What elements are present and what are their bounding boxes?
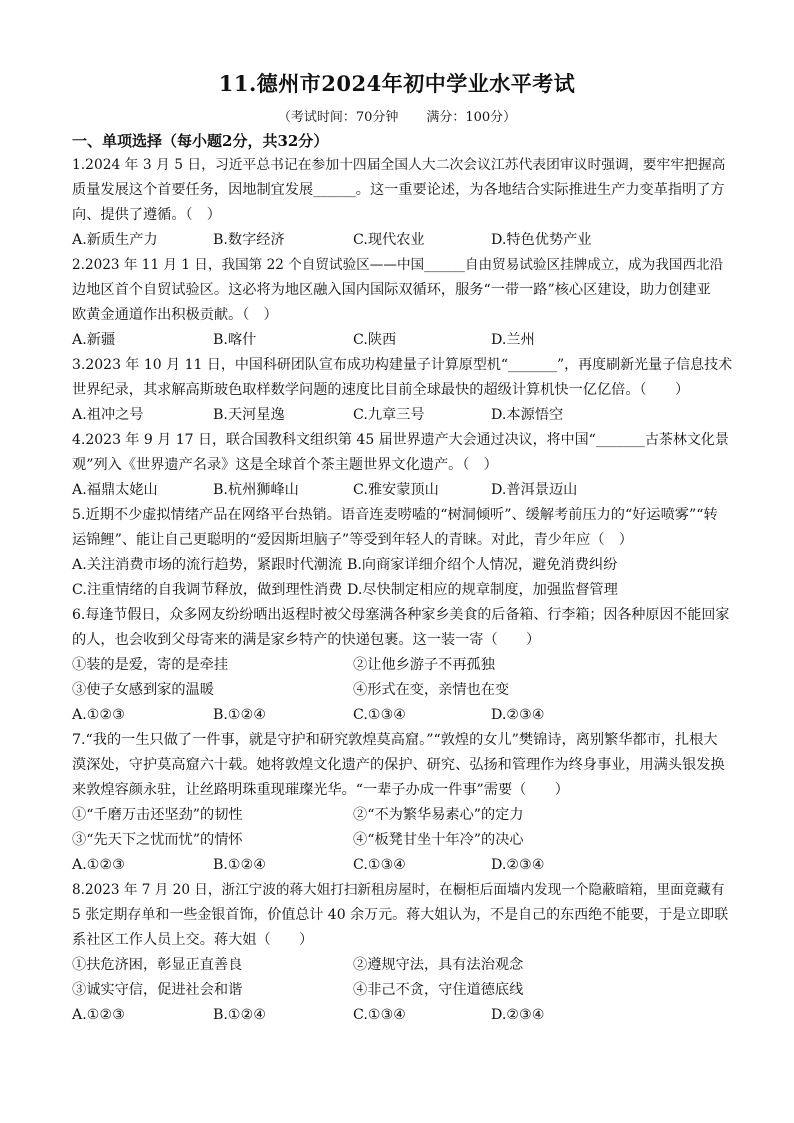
option-d: D.②③④ xyxy=(491,857,545,873)
option-d: D.②③④ xyxy=(491,707,545,723)
question-1-line-2: 质量发展这个首要任务，因地制宜发展______。这一重要论述，为各地结合实际推进生产力变革指明了方 xyxy=(72,182,725,198)
question-8-line-3: 系社区工作人员上交。蒋大姐（ ） xyxy=(72,932,314,948)
question-2-line-2: 边地区首个自贸试验区。这必将为地区融入国内国际双循环，服务“一带一路”核心区建设，助力创建亚 xyxy=(72,282,711,298)
option-a: A.新疆 xyxy=(72,332,116,348)
item-3: ③诚实守信，促进社会和谐 xyxy=(72,982,243,998)
option-d: D.本源悟空 xyxy=(491,407,564,423)
question-4-line-1: 4.2023 年 9 月 17 日，联合国教科文组织第 45 届世界遗产大会通过决议，将中国“_______古茶林文化景 xyxy=(72,432,729,448)
option-a: A.关注消费市场的流行趋势，紧跟时代潮流 xyxy=(72,557,343,573)
item-2: ②让他乡游子不再孤独 xyxy=(353,657,495,673)
exam-subtitle xyxy=(0,106,794,125)
exam-score: 满分：100分） xyxy=(426,110,517,125)
option-c: C.现代农业 xyxy=(353,232,425,248)
option-b: B.①②④ xyxy=(213,857,267,873)
question-7-line-1: 7.“我的一生只做了一件事，就是守护和研究敦煌莫高窟。”“敦煌的女儿”樊锦诗，离别繁华都市，扎根大 xyxy=(72,732,718,748)
question-3-line-1: 3.2023 年 10 月 11 日，中国科研团队宣布成功构建量子计算原型机“_______”，再度刷新光量子信息技术 xyxy=(72,357,733,373)
option-a: A.新质生产力 xyxy=(72,232,158,248)
item-4: ④非己不贪，守住道德底线 xyxy=(353,982,524,998)
option-a: A.①②③ xyxy=(72,857,125,873)
item-4: ④形式在变，亲情也在变 xyxy=(353,682,510,698)
item-1: ①扶危济困，彰显正直善良 xyxy=(72,957,243,973)
option-c: C.①③④ xyxy=(353,857,407,873)
option-b: B.喀什 xyxy=(213,332,257,348)
option-b: B.数字经济 xyxy=(213,232,285,248)
option-d: D.普洱景迈山 xyxy=(491,482,578,498)
item-1: ①装的是爱，寄的是牵挂 xyxy=(72,657,229,673)
question-5-line-2: 运锦鲤”、能让自己更聪明的“爱因斯坦脑子”等受到年轻人的青睐。对此，青少年应（ ） xyxy=(72,532,633,548)
option-c: C.①③④ xyxy=(353,707,407,723)
item-2: ②遵规守法，具有法治观念 xyxy=(353,957,524,973)
option-d: D.尽快制定相应的规章制度，加强监督管理 xyxy=(347,582,618,598)
question-1-line-3: 向、提供了遵循。（ ） xyxy=(72,207,221,223)
option-c: C.①③④ xyxy=(353,1007,407,1023)
option-a: A.祖冲之号 xyxy=(72,407,144,423)
option-b: B.向商家详细介绍个人情况，避免消费纠纷 xyxy=(347,557,618,573)
section-title: 一、单项选择（每小题2分，共32分） xyxy=(72,132,329,150)
option-b: B.①②④ xyxy=(213,707,267,723)
option-b: B.①②④ xyxy=(213,1007,267,1023)
item-1: ①“千磨万击还坚劲”的韧性 xyxy=(72,807,243,823)
question-7-line-2: 漠深处，守护莫高窟六十载。她将敦煌文化遗产的保护、研究、弘扬和管理作为终身事业，用满头银发换 xyxy=(72,757,725,773)
option-d: D.特色优势产业 xyxy=(491,232,592,248)
option-a: A.福鼎太姥山 xyxy=(72,482,158,498)
option-c: C.九章三号 xyxy=(353,407,425,423)
option-b: B.天河星逸 xyxy=(213,407,285,423)
item-2: ②“不为繁华易素心”的定力 xyxy=(353,807,524,823)
question-6-line-1: 6.每逢节假日，众多网友纷纷晒出返程时被父母塞满各种家乡美食的后备箱、行李箱；因各种原因不能回家 xyxy=(72,607,730,623)
question-4-line-2: 观”列入《世界遗产名录》这是全球首个茶主题世界文化遗产。（ ） xyxy=(72,457,498,473)
question-2-line-3: 欧黄金通道作出积极贡献。（ ） xyxy=(72,307,278,323)
item-3: ③使子女感到家的温暖 xyxy=(72,682,214,698)
exam-time: （考试时间：70分钟 xyxy=(277,110,399,125)
question-8-line-2: 5 张定期存单和一些金银首饰，价值总计 40 余万元。蒋大姐认为，不是自己的东西绝不能要，于是立即联 xyxy=(72,907,729,923)
option-d: D.②③④ xyxy=(491,1007,545,1023)
question-3-line-2: 世界纪录，其求解高斯玻色取样数学问题的速度比目前全球最快的超级计算机快一亿亿倍。（ ） xyxy=(72,382,690,398)
question-6-line-2: 的人，也会收到父母寄来的满是家乡特产的快递包裹。这一装一寄（ ） xyxy=(72,632,541,648)
option-d: D.兰州 xyxy=(491,332,535,348)
exam-title: 11.德州市2024年初中学业水平考试 xyxy=(218,71,576,96)
question-7-line-3: 来敦煌容颜永驻，让丝路明珠重现璀璨光华。“一辈子办成一件事”需要（ ） xyxy=(72,782,569,798)
option-c: C.雅安蒙顶山 xyxy=(353,482,439,498)
item-3: ③“先天下之忧而忧”的情怀 xyxy=(72,832,243,848)
question-1-line-1: 1.2024 年 3 月 5 日，习近平总书记在参加十四届全国人大二次会议江苏代表团审议时强调，要牢牢把握高 xyxy=(72,157,726,173)
option-c: C.陕西 xyxy=(353,332,397,348)
option-b: B.杭州狮峰山 xyxy=(213,482,299,498)
question-8-line-1: 8.2023 年 7 月 20 日，浙江宁波的蒋大姐打扫新租房屋时，在橱柜后面墙内发现一个隐蔽暗箱，里面竟藏有 xyxy=(72,882,725,898)
option-c: C.注重情绪的自我调节释放，做到理性消费 xyxy=(72,582,343,598)
item-4: ④“板凳甘坐十年冷”的决心 xyxy=(353,832,524,848)
option-a: A.①②③ xyxy=(72,1007,125,1023)
question-5-line-1: 5.近期不少虚拟情绪产品在网络平台热销。语音连麦唠嗑的“树洞倾听”、缓解考前压力的“好运喷雾”“转 xyxy=(72,507,718,523)
question-2-line-1: 2.2023 年 11 月 1 日，我国第 22 个自贸试验区——中国______自由贸易试验区挂牌成立，成为我国西北沿 xyxy=(72,257,724,273)
option-a: A.①②③ xyxy=(72,707,125,723)
